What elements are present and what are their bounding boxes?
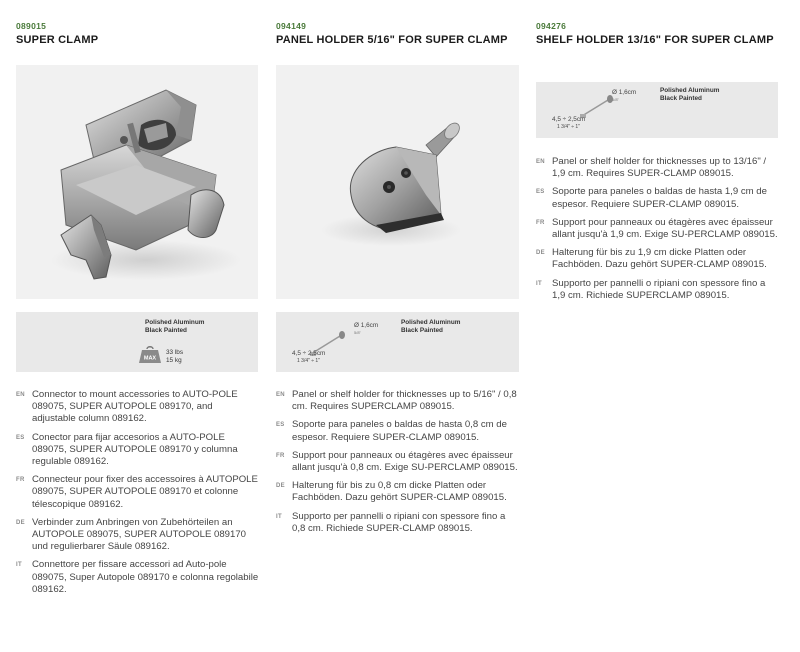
panel-holder-spec-box — [276, 312, 519, 372]
panel-holder-illustration — [276, 65, 519, 299]
finish-black: Black Painted — [660, 95, 702, 102]
load-capacity — [166, 349, 183, 365]
lang-code: EN — [276, 392, 285, 398]
description-text: Panel or shelf holder for thicknesses up to 5/16" / 0,8 cm. Requires SUPERCLAMP 089015. — [292, 389, 517, 413]
shelf-holder-spec-box — [536, 82, 778, 138]
description-text: Conector para fijar accesorios a AUTO-POLE 089075, SUPER AUTOPOLE 089170 y columna regulable 089162. — [32, 431, 238, 468]
product-column-panel-holder — [276, 0, 521, 48]
diameter-imperial: 5/8" — [354, 330, 361, 335]
finish-labels — [401, 319, 460, 335]
thickness-metric: 4,5 ÷ 2,5cm — [552, 116, 586, 123]
description-text: Support pour panneaux ou étagères avec épaisseur allant jusqu'à 0,8 cm. Exige SU-PERCLAMP 089015. — [292, 449, 518, 474]
super-clamp-spec-box — [16, 312, 258, 372]
thickness-dimension — [292, 350, 325, 365]
description-de — [276, 480, 521, 504]
product-title: SUPER CLAMP — [16, 34, 99, 46]
super-clamp-photo — [16, 65, 258, 299]
description-text: Halterung für bis zu 1,9 cm dicke Platten oder Fachböden. Dazu gehört SUPER-CLAMP 089015. — [552, 247, 767, 271]
description-text: Supporto per pannelli o ripiani con spessore fino a 0,8 cm. Richiede SUPER-CLAMP 089015. — [292, 510, 506, 534]
finish-black: Black Painted — [145, 327, 187, 334]
finish-labels — [145, 319, 204, 335]
description-text: Panel or shelf holder for thicknesses up to 13/16" / 1,9 cm. Requires SUPER-CLAMP 089015. — [552, 156, 767, 180]
panel-holder-descriptions — [276, 389, 521, 541]
max-weight-icon — [138, 344, 162, 364]
description-text: Soporte para paneles o baldas de hasta 0,8 cm de espesor. Requiere SUPER-CLAMP 089015. — [292, 419, 507, 443]
panel-holder-photo — [276, 65, 519, 299]
description-es — [536, 186, 778, 210]
product-code: 094276 — [536, 21, 567, 31]
finish-polished: Polished Aluminum — [660, 87, 720, 94]
description-text: Connettore per fissare accessori ad Auto-pole 089075, Super Autopole 089170 e colonna regolabile 089162. — [32, 559, 259, 595]
description-es — [276, 419, 521, 443]
description-en — [536, 156, 778, 180]
product-title: PANEL HOLDER 5/16" FOR SUPER CLAMP — [276, 34, 508, 46]
thickness-dimension — [552, 116, 585, 131]
thickness-imperial: 1 3/4" ÷ 1" — [557, 124, 580, 130]
description-fr — [276, 450, 521, 474]
description-fr — [536, 217, 778, 241]
lang-code: ES — [536, 189, 545, 196]
max-weight-label: MAX — [143, 355, 157, 362]
description-it — [276, 511, 521, 535]
description-text: Verbinder zum Anbringen von Zubehörteilen an AUTOPOLE 089075, SUPER AUTOPOLE 089170 und regulierbarer Säule 089162. — [32, 516, 247, 553]
lang-code: FR — [536, 219, 545, 226]
lang-code: DE — [536, 250, 545, 257]
lang-code: FR — [16, 477, 25, 484]
product-column-super-clamp — [16, 0, 259, 48]
shelf-holder-descriptions — [536, 156, 778, 308]
thickness-imperial: 1 3/4" ÷ 1" — [297, 358, 320, 364]
diameter-dimension — [354, 322, 378, 336]
lang-code: ES — [276, 422, 285, 429]
description-en — [16, 389, 259, 426]
lang-code: EN — [16, 392, 25, 398]
description-text: Connecteur pour fixer des accessoires à AUTOPOLE 089075, SUPER AUTOPOLE 089170 et colonne télescopique 089162. — [32, 474, 258, 510]
finish-black: Black Painted — [401, 327, 443, 334]
description-text: Support pour panneaux ou étagères avec épaisseur allant jusqu'à 1,9 cm. Exige SU-PERCLAMP 089015. — [552, 216, 778, 241]
product-title: SHELF HOLDER 13/16" FOR SUPER CLAMP — [536, 34, 774, 46]
diameter-metric: Ø 1,6cm — [354, 322, 379, 329]
lang-code: ES — [16, 434, 25, 441]
lang-code: EN — [536, 159, 545, 165]
lang-code: IT — [536, 280, 542, 287]
product-column-shelf-holder — [536, 0, 778, 48]
description-fr — [16, 474, 259, 511]
load-lbs: 33 lbs — [166, 349, 184, 356]
lang-code: DE — [276, 483, 285, 490]
product-code: 089015 — [16, 21, 47, 31]
lang-code: FR — [276, 452, 285, 459]
diameter-dimension — [612, 89, 636, 103]
description-it — [16, 559, 259, 596]
diameter-imperial: 5/8" — [612, 97, 619, 102]
lang-code: DE — [16, 519, 25, 526]
lang-code: IT — [276, 513, 282, 520]
description-text: Soporte para paneles o baldas de hasta 1,9 cm de espesor. Requiere SUPER-CLAMP 089015. — [552, 186, 767, 210]
description-text: Halterung für bis zu 0,8 cm dicke Platten oder Fachböden. Dazu gehört SUPER-CLAMP 089015. — [292, 480, 507, 504]
description-en — [276, 389, 521, 413]
diameter-metric: Ø 1,6cm — [612, 89, 637, 96]
finish-labels — [660, 87, 719, 103]
load-kg: 15 kg — [166, 357, 182, 364]
finish-polished: Polished Aluminum — [401, 319, 461, 326]
description-de — [536, 247, 778, 271]
product-code: 094149 — [276, 21, 307, 31]
description-it — [536, 278, 778, 302]
lang-code: IT — [16, 562, 22, 569]
finish-polished: Polished Aluminum — [145, 319, 205, 326]
description-es — [16, 432, 259, 469]
super-clamp-descriptions — [16, 389, 259, 602]
description-text: Connector to mount accessories to AUTO-POLE 089075, SUPER AUTOPOLE 089170, and adjustable column 089162. — [32, 389, 238, 425]
thickness-metric: 4,5 ÷ 2,5cm — [292, 350, 326, 357]
description-text: Supporto per pannelli o ripiani con spessore fino a 1,9 cm. Richiede SUPERCLAMP 089015. — [552, 277, 766, 301]
description-de — [16, 517, 259, 554]
super-clamp-illustration — [16, 65, 258, 299]
